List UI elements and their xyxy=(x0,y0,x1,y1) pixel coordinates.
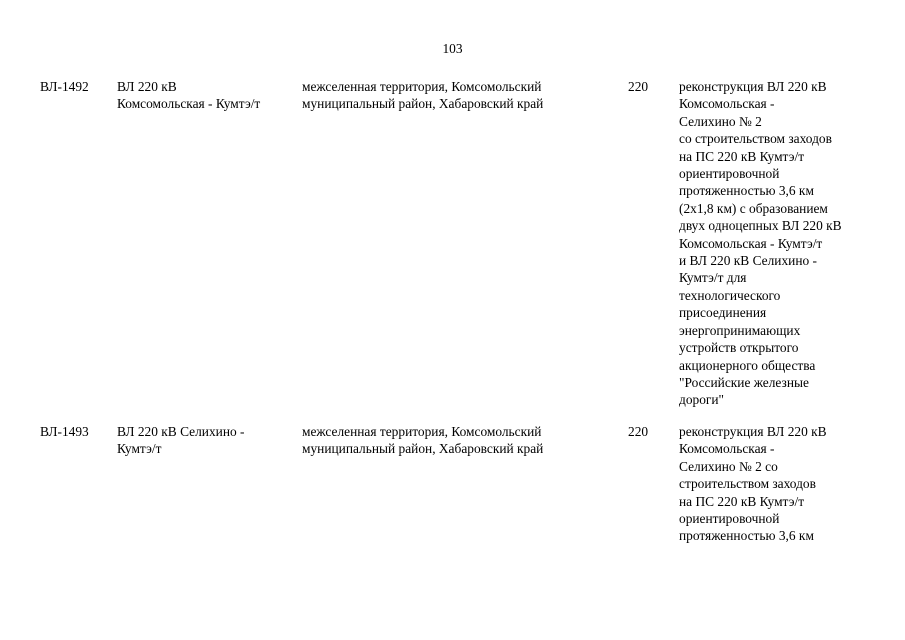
object-description: реконструкция ВЛ 220 кВ Комсомольская - Селихино № 2 со строительством заходов на ПС 220 кВ Кумтэ/т ориентировочной протяженностью 3,6 км (2х1,8 км) с образованием двух одноцепных ВЛ 220 кВ Комсомольская - Кумтэ/т и ВЛ 220 кВ Селихино - Кумтэ/т для технологического присоединения энергопринимающих устройств открытого акционерного общества "Российские железные дороги" xyxy=(679,79,842,408)
object-voltage: 220 xyxy=(628,79,649,94)
object-voltage: 220 xyxy=(628,424,649,439)
object-location: межселенная территория, Комсомольский муниципальный район, Хабаровский край xyxy=(302,79,544,112)
object-description: реконструкция ВЛ 220 кВ Комсомольская - Селихино № 2 со строительством заходов на ПС 220 кВ Кумтэ/т ориентировочной протяженностью 3,6 км xyxy=(679,424,827,544)
page-number: 103 xyxy=(442,41,463,56)
object-code: ВЛ-1493 xyxy=(40,424,89,439)
object-code: ВЛ-1492 xyxy=(40,79,89,94)
object-name: ВЛ 220 кВ Селихино - Кумтэ/т xyxy=(117,424,245,457)
object-location: межселенная территория, Комсомольский муниципальный район, Хабаровский край xyxy=(302,424,544,457)
object-name: ВЛ 220 кВ Комсомольская - Кумтэ/т xyxy=(117,79,261,112)
